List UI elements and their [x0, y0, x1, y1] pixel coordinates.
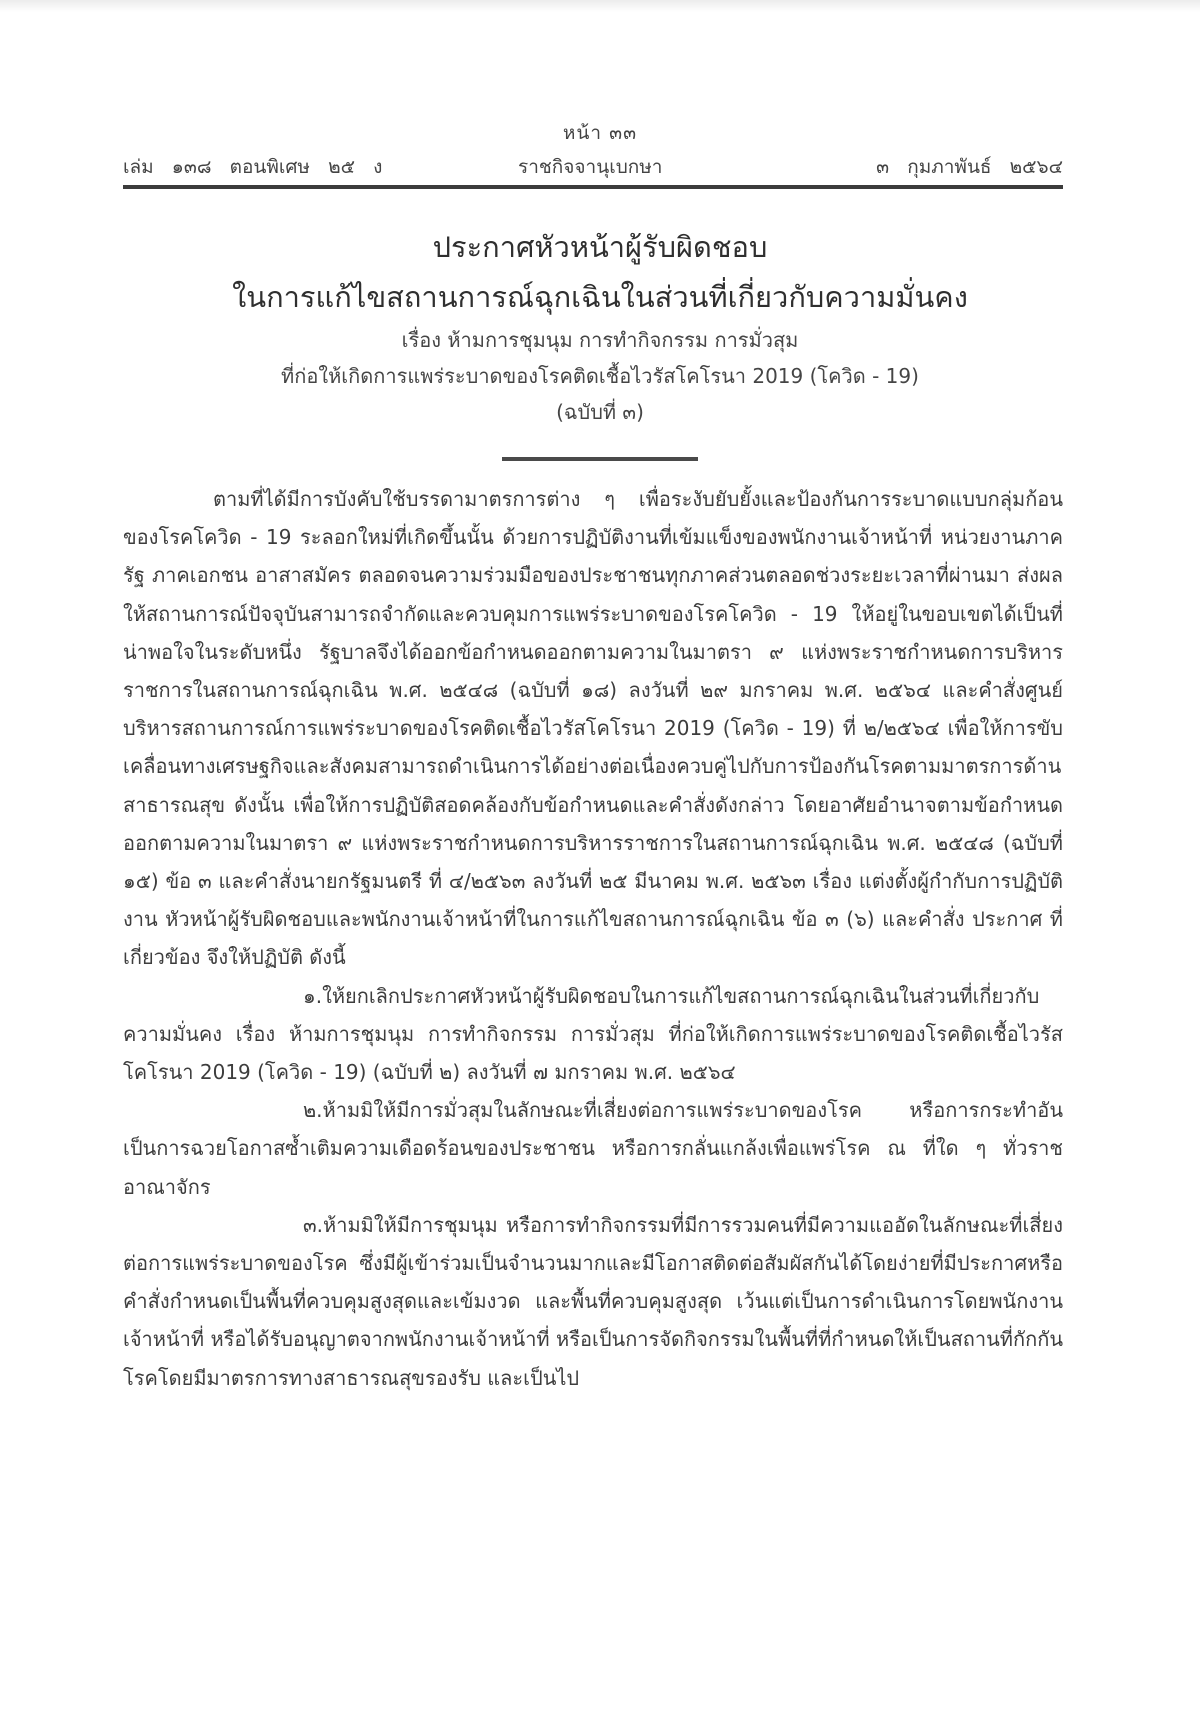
- page-number: หน้า ๓๓: [562, 122, 638, 144]
- clause-text: ห้ามมิให้มีการมั่วสุมในลักษณะที่เสี่ยงต่อการแพร่ระบาดของโรค หรือการกระทำอันเป็นการฉวยโอกาสซ้ำเติมความเดือดร้อนของประชาชน หรือการกลั่นแกล้งเพื่อแพร่โรค ณ ที่ใด ๆ ทั่วราชอาณาจักร: [123, 1098, 1063, 1199]
- clause-text: ห้ามมิให้มีการชุมนุม หรือการทำกิจกรรมที่มีการรวมคนที่มีความแออัดในลักษณะที่เสี่ยงต่อการแพร่ระบาดของโรค ซึ่งมีผู้เข้าร่วมเป็นจำนวนมากและมีโอกาสติดต่อสัมผัสกันได้โดยง่ายที่มีประกาศหรือคำสั่งกำหนดเป็นพื้นที่ควบคุมสูงสุดและเข้มงวด และพื้นที่ควบคุมสูงสุด เว้นแต่เป็นการดำเนินการโดยพนักงานเจ้าหน้าที่ หรือได้รับอนุญาตจากพนักงานเจ้าหน้าที่ หรือเป็นการจัดกิจกรรมในพื้นที่ที่กำหนดให้เป็นสถานที่กักกันโรคโดยมีมาตรการทางสาธารณสุขรองรับ และเป็นไป: [123, 1212, 1063, 1390]
- announcement-body: [123, 480, 1063, 1397]
- title-divider: [502, 457, 698, 461]
- clause-number: ๒.: [303, 1098, 323, 1123]
- volume-issue: เล่ม ๑๓๘ ตอนพิเศษ ๒๕ ง: [123, 156, 383, 178]
- preamble-paragraph: ตามที่ได้มีการบังคับใช้บรรดามาตรการต่าง ๆ เพื่อระงับยับยั้งและป้องกันการระบาดแบบกลุ่มก้อนของโรคโควิด - 19 ระลอกใหม่ที่เกิดขึ้นนั้น ด้วยการปฏิบัติงานที่เข้มแข็งของพนักงานเจ้าหน้าที่ หน่วยงานภาครัฐ ภาคเอกชน อาสาสมัคร ตลอดจนความร่วมมือของประชาชนทุกภาคส่วนตลอดช่วงระยะเวลาที่ผ่านมา ส่งผลให้สถานการณ์ปัจจุบันสามารถจำกัดและควบคุมการแพร่ระบาดของโรคโควิด - 19 ให้อยู่ในขอบเขตได้เป็นที่น่าพอใจในระดับหนึ่ง รัฐบาลจึงได้ออกข้อกำหนดออกตามความในมาตรา ๙ แห่งพระราชกำหนดการบริหารราชการในสถานการณ์ฉุกเฉิน พ.ศ. ๒๕๔๘ (ฉบับที่ ๑๘) ลงวันที่ ๒๙ มกราคม พ.ศ. ๒๕๖๔ และคำสั่งศูนย์บริหารสถานการณ์การแพร่ระบาดของโรคติดเชื้อไวรัสโคโรนา 2019 (โควิด - 19) ที่ ๒/๒๕๖๔ เพื่อให้การขับเคลื่อนทางเศรษฐกิจและสังคมสามารถดำเนินการได้อย่างต่อเนื่องควบคู่ไปกับการป้องกันโรคตามมาตรการด้านสาธารณสุข ดังนั้น เพื่อให้การปฏิบัติสอดคล้องกับข้อกำหนดและคำสั่งดังกล่าว โดยอาศัยอำนาจตามข้อกำหนดออกตามความในมาตรา ๙ แห่งพระราชกำหนดการบริหารราชการในสถานการณ์ฉุกเฉิน พ.ศ. ๒๕๔๘ (ฉบับที่ ๑๕) ข้อ ๓ และคำสั่งนายกรัฐมนตรี ที่ ๔/๒๕๖๓ ลงวันที่ ๒๕ มีนาคม พ.ศ. ๒๕๖๓ เรื่อง แต่งตั้งผู้กำกับการปฏิบัติงาน หัวหน้าผู้รับผิดชอบและพนักงานเจ้าหน้าที่ในการแก้ไขสถานการณ์ฉุกเฉิน ข้อ ๓ (๖) และคำสั่ง ประกาศ ที่เกี่ยวข้อง จึงให้ปฏิบัติ ดังนี้: [123, 487, 1063, 970]
- announcement-title-block: [0, 222, 1200, 430]
- header-divider: [123, 185, 1063, 189]
- clause-number: ๓.: [303, 1212, 324, 1237]
- clause-3: [123, 1206, 1063, 1397]
- publication-name: ราชกิจจานุเบกษา: [518, 156, 663, 178]
- announcement-title-line-1: ประกาศหัวหน้าผู้รับผิดชอบ: [432, 230, 768, 264]
- clause-number: ๑.: [303, 983, 323, 1008]
- gazette-running-header: [123, 152, 1063, 180]
- clause-1: [123, 977, 1063, 1092]
- announcement-title-line-2: ในการแก้ไขสถานการณ์ฉุกเฉินในส่วนที่เกี่ยวกับความมั่นคง: [232, 280, 968, 314]
- clause-text: ให้ยกเลิกประกาศหัวหน้าผู้รับผิดชอบในการแก้ไขสถานการณ์ฉุกเฉินในส่วนที่เกี่ยวกับความมั่นคง เรื่อง ห้ามการชุมนุม การทำกิจกรรม การมั่วสุม ที่ก่อให้เกิดการแพร่ระบาดของโรคติดเชื้อไวรัสโคโรนา 2019 (โควิด - 19) (ฉบับที่ ๒) ลงวันที่ ๗ มกราคม พ.ศ. ๒๕๖๔: [123, 983, 1063, 1085]
- announcement-edition: (ฉบับที่ ๓): [556, 400, 644, 424]
- announcement-subject-line-1: เรื่อง ห้ามการชุมนุม การทำกิจกรรม การมั่วสุม: [401, 328, 799, 352]
- announcement-subject-line-2: ที่ก่อให้เกิดการแพร่ระบาดของโรคติดเชื้อไวรัสโคโรนา 2019 (โควิด - 19): [281, 364, 919, 388]
- clause-2: [123, 1091, 1063, 1206]
- publication-date: ๓ กุมภาพันธ์ ๒๕๖๔: [876, 156, 1063, 178]
